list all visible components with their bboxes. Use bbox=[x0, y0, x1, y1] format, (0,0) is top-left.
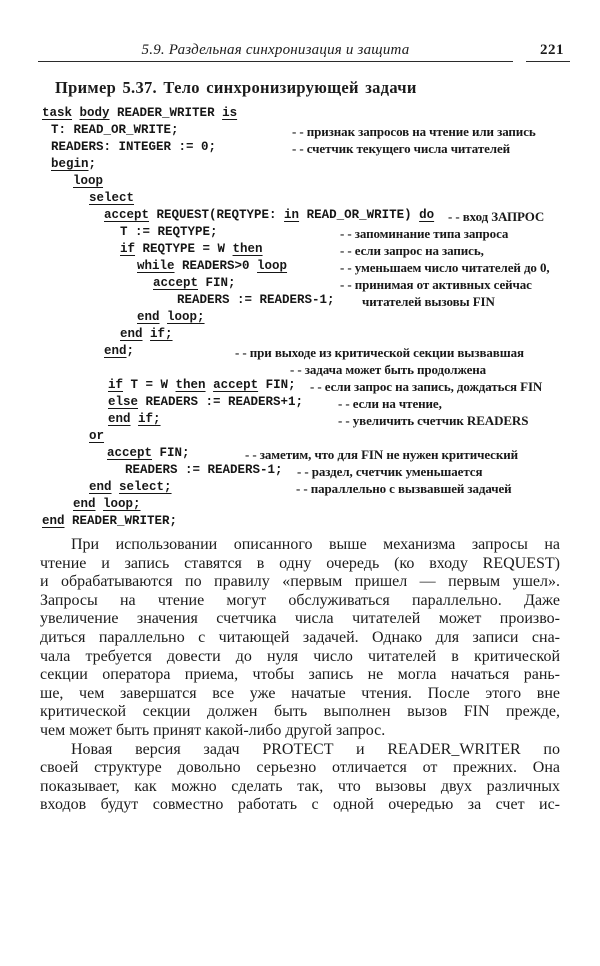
text-line: своей структуре довольно серьезно отличается от прежних. Она bbox=[40, 759, 560, 777]
text-line: чала требуется довести до нуля число читателей в критической bbox=[40, 647, 560, 665]
code-line bbox=[0, 344, 600, 361]
code-text: accept FIN; bbox=[107, 446, 190, 460]
code-line bbox=[0, 463, 600, 480]
code-comment: - - раздел, счетчик уменьшается bbox=[297, 464, 483, 479]
code-line bbox=[0, 242, 600, 259]
code-text: if REQTYPE = W then bbox=[120, 242, 263, 256]
code-text: end loop; bbox=[73, 497, 141, 511]
code-text: end loop; bbox=[137, 310, 205, 324]
code-line bbox=[0, 157, 600, 174]
code-comment: - - счетчик текущего числа читателей bbox=[292, 141, 511, 156]
code-line bbox=[0, 395, 600, 412]
text-line: ше, чем завершатся все уже начатые чтения. После этого вне bbox=[40, 684, 560, 702]
code-text: READERS := READERS-1; bbox=[177, 293, 335, 307]
code-comment: - - уменьшаем число читателей до 0, bbox=[340, 260, 550, 275]
code-text: begin; bbox=[51, 157, 97, 171]
text-line: Новая версия задач PROTECT и READER_WRITER по bbox=[71, 740, 560, 758]
code-text: else READERS := READERS+1; bbox=[108, 395, 304, 409]
code-line bbox=[0, 327, 600, 344]
code-line bbox=[0, 208, 600, 225]
code-comment: - - увеличить счетчик READERS bbox=[338, 413, 529, 428]
text-line: показывает, как можно сделать так, что вызовы двух различных bbox=[40, 777, 560, 795]
code-comment: - - задача может быть продолжена bbox=[290, 362, 487, 377]
code-text: loop bbox=[73, 174, 104, 188]
code-text: end select; bbox=[89, 480, 172, 494]
code-text: or bbox=[89, 429, 105, 443]
code-line bbox=[0, 310, 600, 327]
code-text: if T = W then accept FIN; bbox=[108, 378, 296, 392]
text-line: увеличение значения счетчика числа читателей может произво- bbox=[40, 610, 560, 628]
code-line bbox=[0, 140, 600, 157]
code-line bbox=[0, 497, 600, 514]
code-line bbox=[0, 429, 600, 446]
code-comment: - - запоминание типа запроса bbox=[340, 226, 509, 241]
code-text: READERS: INTEGER := 0; bbox=[51, 140, 217, 154]
code-comment: - - принимая от активных сейчас bbox=[340, 277, 532, 292]
code-text: T := REQTYPE; bbox=[120, 225, 218, 239]
text-line: секции оператора приема, чтобы запись не могла начаться рань- bbox=[40, 666, 560, 684]
code-text: T: READ_OR_WRITE; bbox=[51, 123, 179, 137]
code-text: accept REQUEST(REQTYPE: in READ_OR_WRITE) do bbox=[104, 208, 435, 222]
code-text: while READERS>0 loop bbox=[137, 259, 288, 273]
code-line bbox=[0, 191, 600, 208]
code-text: task body READER_WRITER is bbox=[42, 106, 238, 120]
code-text: end READER_WRITER; bbox=[42, 514, 178, 528]
code-comment: - - если запрос на запись, дождаться FIN bbox=[310, 379, 543, 394]
text-line: входов будут совместно работать с одной очередью за счет ис- bbox=[40, 796, 560, 814]
section-title: 5.9. Раздельная синхронизация и защита bbox=[38, 42, 513, 62]
code-comment: читателей вызовы FIN bbox=[362, 294, 495, 309]
text-line: чем может быть принят какой-либо другой запрос. bbox=[40, 721, 386, 739]
text-line: и обрабатываются по правилу «первым пришел — первым ушел». bbox=[40, 573, 560, 591]
code-comment: - - если запрос на запись, bbox=[340, 243, 484, 258]
code-line bbox=[0, 123, 600, 140]
code-line bbox=[0, 174, 600, 191]
code-comment: - - вход ЗАПРОС bbox=[448, 209, 545, 224]
code-line bbox=[0, 378, 600, 395]
code-comment: - - если на чтение, bbox=[338, 396, 442, 411]
code-comment: - - признак запросов на чтение или запись bbox=[292, 124, 536, 139]
code-text: end if; bbox=[120, 327, 173, 341]
text-line: чтение и запись ставятся в одну очередь (ко входу REQUEST) bbox=[40, 554, 560, 572]
code-line bbox=[0, 276, 600, 293]
code-comment: - - заметим, что для FIN не нужен критический bbox=[245, 447, 519, 462]
code-line bbox=[0, 225, 600, 242]
code-comment: - - при выходе из критической секции вызвавшая bbox=[235, 345, 524, 360]
paragraph bbox=[40, 741, 560, 815]
code-line bbox=[0, 446, 600, 463]
page-header bbox=[38, 42, 570, 62]
code-line bbox=[0, 361, 600, 378]
code-line bbox=[0, 412, 600, 429]
code-comment: - - параллельно с вызвавшей задачей bbox=[296, 481, 512, 496]
code-line bbox=[0, 259, 600, 276]
text-line: При использовании описанного выше механизма запросы на bbox=[71, 536, 560, 553]
code-line bbox=[0, 293, 600, 310]
text-line: критической секции должен быть выполнен вызов FIN прежде, bbox=[40, 703, 560, 721]
code-text: select bbox=[89, 191, 135, 205]
paragraph bbox=[40, 536, 560, 741]
example-title: Пример 5.37. Тело синхронизирующей задачи bbox=[55, 78, 417, 97]
code-text: end; bbox=[104, 344, 135, 358]
code-line bbox=[0, 480, 600, 497]
page-number: 221 bbox=[526, 42, 570, 62]
code-line bbox=[0, 514, 600, 531]
text-line: диться параллельно с читающей задачей. Однако для записи сна- bbox=[40, 628, 560, 646]
code-block bbox=[0, 106, 600, 531]
text-line: Запросы на чтение могут обслуживаться параллельно. Даже bbox=[40, 591, 560, 609]
code-text: end if; bbox=[108, 412, 161, 426]
code-line bbox=[0, 106, 600, 123]
code-text: READERS := READERS-1; bbox=[125, 463, 283, 477]
code-text: accept FIN; bbox=[153, 276, 236, 290]
text-body bbox=[40, 536, 560, 815]
